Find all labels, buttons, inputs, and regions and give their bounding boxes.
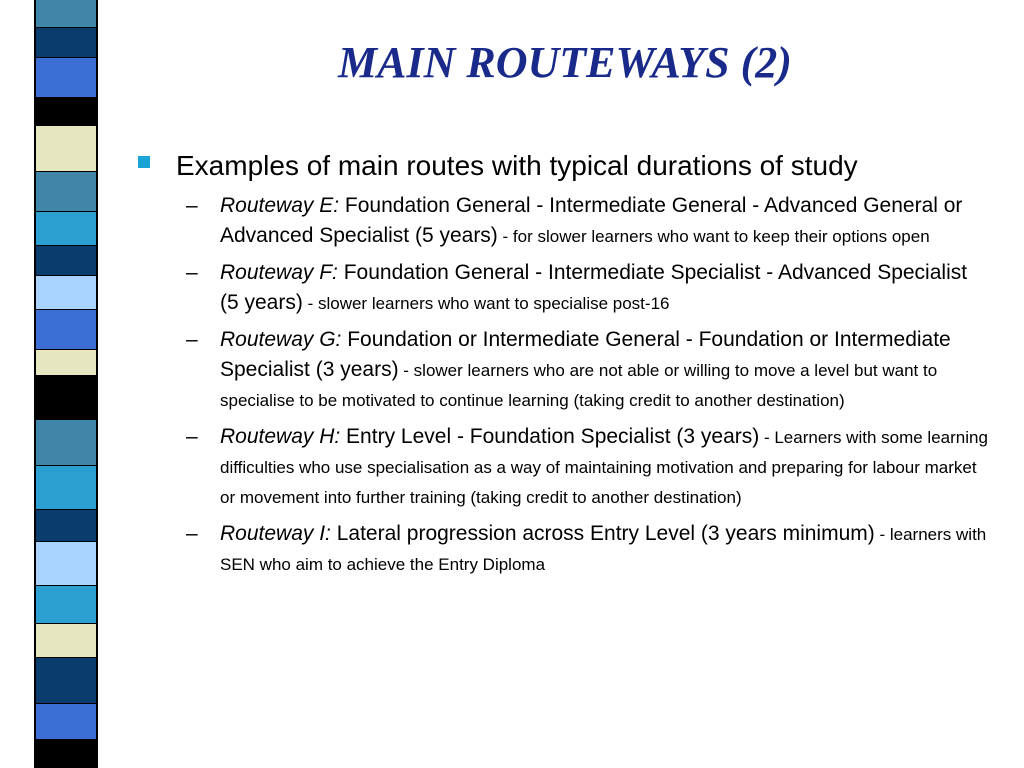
stripe-block	[36, 376, 96, 420]
stripe-block	[36, 98, 96, 126]
stripe-block	[36, 586, 96, 624]
dash-bullet-icon: –	[186, 194, 198, 217]
routeway-note: - slower learners who want to specialise post-16	[302, 294, 670, 313]
slide-body	[138, 145, 988, 586]
stripe-block	[36, 350, 96, 376]
routeway-item	[186, 422, 988, 512]
routeway-note: - slower learners who are not able or willing to move a level but want to specialise to be motivated to continue learning (taking credit to another destination)	[220, 361, 938, 410]
square-bullet-icon	[138, 156, 150, 168]
stripe-block	[36, 740, 96, 768]
routeway-note: - for slower learners who want to keep their options open	[497, 227, 930, 246]
routeway-text	[220, 422, 988, 512]
routeway-label: Routeway G:	[220, 328, 342, 351]
stripe-block	[36, 126, 96, 172]
routeway-path: Entry Level - Foundation Specialist (3 years)	[340, 425, 760, 448]
routeway-path: Lateral progression across Entry Level (3 years minimum)	[330, 522, 875, 545]
stripe-block	[36, 246, 96, 276]
routeway-label: Routeway E:	[220, 194, 340, 217]
stripe-block	[36, 704, 96, 740]
stripe-block	[36, 466, 96, 510]
routeway-text	[220, 258, 988, 318]
stripe-block	[36, 28, 96, 58]
routeway-path: Foundation or Intermediate General - Foundation or Intermediate Specialist (3 years)	[220, 328, 951, 381]
routeway-item	[186, 258, 988, 318]
dash-bullet-icon: –	[186, 328, 198, 351]
routeway-note: - learners with SEN who aim to achieve the Entry Diploma	[220, 525, 987, 574]
stripe-block	[36, 658, 96, 704]
stripe-block	[36, 310, 96, 350]
main-bullet	[138, 145, 988, 187]
routeway-label: Routeway F:	[220, 261, 338, 284]
routeway-path: Foundation General - Intermediate General - Advanced General or Advanced Specialist (5 years)	[220, 194, 963, 247]
routeway-path: Foundation General - Intermediate Specialist - Advanced Specialist (5 years)	[220, 261, 968, 314]
dash-bullet-icon: –	[186, 425, 198, 448]
routeway-text	[220, 325, 988, 415]
stripe-block	[36, 212, 96, 246]
routeway-item	[186, 191, 988, 251]
stripe-block	[36, 624, 96, 658]
stripe-block	[36, 276, 96, 310]
routeway-text	[220, 519, 988, 579]
stripe-block	[36, 510, 96, 542]
routeway-item	[186, 519, 988, 579]
routeway-label: Routeway I:	[220, 522, 331, 545]
stripe-block	[36, 420, 96, 466]
dash-bullet-icon: –	[186, 522, 198, 545]
main-bullet-text: Examples of main routes with typical durations of study	[176, 150, 858, 181]
stripe-block	[36, 0, 96, 28]
routeway-note: - Learners with some learning difficulties who use specialisation as a way of maintaining motivation and preparing for labour market or movement into further training (taking credit to another destination)	[220, 428, 988, 507]
routeway-item	[186, 325, 988, 415]
stripe-block	[36, 58, 96, 98]
decorative-stripe-bar	[34, 0, 98, 768]
slide-title: MAIN ROUTEWAYS (2)	[338, 38, 792, 87]
routeway-label: Routeway H:	[220, 425, 341, 448]
stripe-block	[36, 542, 96, 586]
routeway-text	[220, 191, 988, 251]
routeway-list	[186, 191, 988, 579]
stripe-block	[36, 172, 96, 212]
dash-bullet-icon: –	[186, 261, 198, 284]
